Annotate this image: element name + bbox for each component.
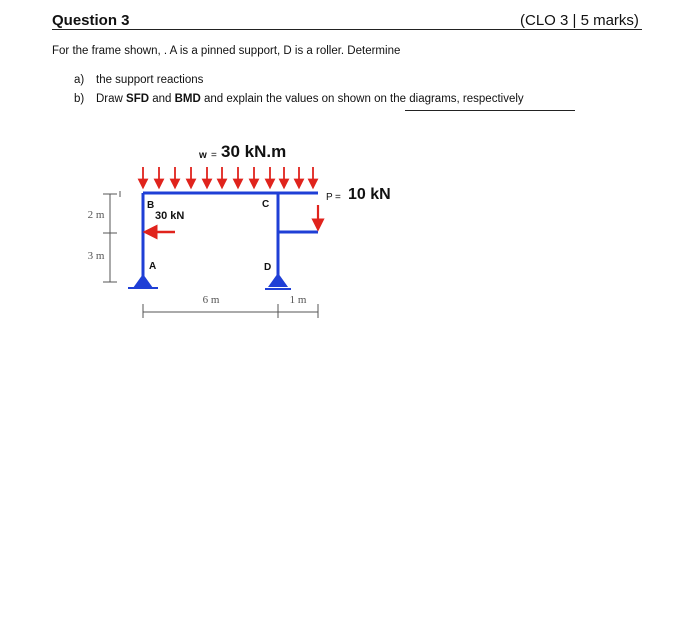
point-load-eq: = [335,192,341,203]
dim-2m-label: 2 m [87,209,105,221]
pin-support-a [128,274,158,288]
node-d-label: D [264,262,272,273]
dim-3m-label: 3 m [87,250,105,262]
question-intro: For the frame shown, . A is a pinned support, D is a roller. Determine [52,45,401,57]
point-load-value: 10 kN [348,186,391,203]
left-dimension [103,191,120,282]
node-b-label: B [147,200,155,211]
dim-1m-label: 1 m [289,294,307,306]
udl-arrows [143,167,313,184]
roller-support-d [265,273,291,289]
part-a-text: the support reactions [96,74,204,86]
udl-prefix: w [199,150,207,161]
udl-eq: = [211,150,217,161]
question-title: Question 3 [52,12,130,29]
horizontal-load-label: 30 kN [155,210,185,222]
dim-6m-label: 6 m [202,294,220,306]
point-load-prefix: P [326,192,333,203]
clo-marks: (CLO 3 | 5 marks) [520,12,639,29]
part-b-bmd: BMD [174,93,201,105]
part-b-label: b) [74,93,85,105]
part-b-text-1: Draw [96,93,127,105]
part-b-text-2: and [149,93,175,105]
part-b-sfd: SFD [126,93,150,105]
part-b-text-3: and explain the values on shown on the diagrams, respectively [200,93,524,105]
node-c-label: C [262,199,270,210]
udl-value: 30 kN.m [221,142,287,161]
frame-members [143,193,318,281]
node-a-label: A [149,261,157,272]
part-a-label: a) [74,74,85,86]
bottom-dimension [143,304,318,318]
